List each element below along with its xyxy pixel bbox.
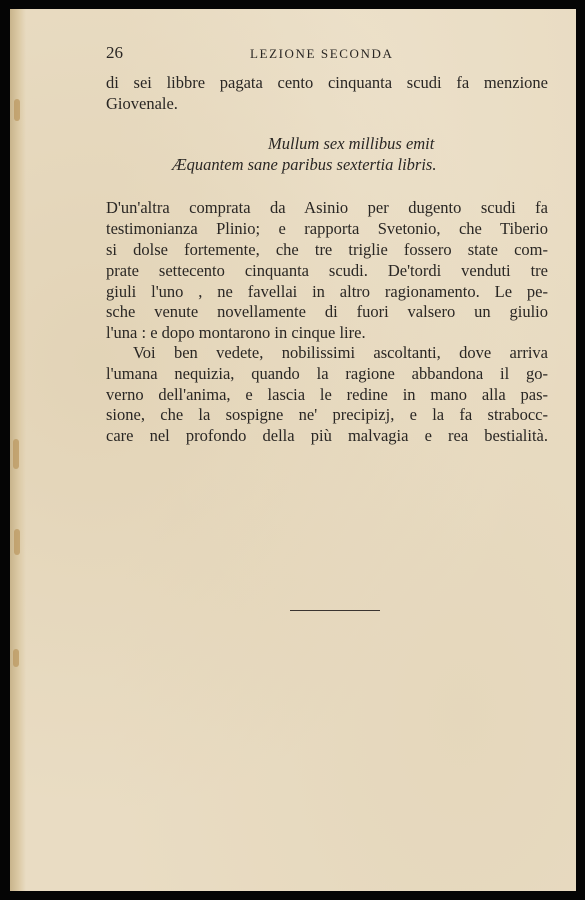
text-line: Giovenale.	[106, 94, 178, 113]
text-line: sione, che la sospigne ne' precipizj, e la fa strabocc-	[106, 405, 548, 424]
text-line: verno dell'anima, e lascia le redine in mano alla pas-	[106, 385, 548, 404]
quote-line: Mullum sex millibus emit	[268, 134, 435, 153]
quote-line: Æquantem sane paribus sextertia libris.	[172, 155, 437, 174]
section-divider	[290, 610, 380, 611]
text-line: si dolse fortemente, che tre triglie fossero state com-	[106, 240, 548, 259]
text-line: Voi ben vedete, nobilissimi ascoltanti, dove arriva	[133, 343, 548, 362]
text-line: l'una : e dopo montarono in cinque lire.	[106, 323, 366, 342]
text-line: D'un'altra comprata da Asinio per dugento scudi fa	[106, 198, 548, 217]
text-line: di sei libbre pagata cento cinquanta scudi fa menzione	[106, 73, 548, 92]
foxing-stain	[14, 529, 20, 555]
text-line: sche venute novellamente di fuori valsero un giulio	[106, 302, 548, 321]
foxing-stain	[13, 439, 19, 469]
text-line: testimonianza Plinio; e rapporta Svetonio, che Tiberio	[106, 219, 548, 238]
text-line: care nel profondo della più malvagia e rea bestialità.	[106, 426, 548, 445]
text-line: prate settecento cinquanta scudi. De'tordi venduti tre	[106, 261, 548, 280]
running-title: LEZIONE SECONDA	[250, 46, 394, 61]
foxing-stain	[14, 99, 20, 121]
text-line: giuli l'uno , ne favellai in altro ragionamento. Le pe-	[106, 282, 548, 301]
text-line: l'umana nequizia, quando la ragione abbandona il go-	[106, 364, 548, 383]
page-number: 26	[106, 43, 123, 62]
foxing-stain	[13, 649, 19, 667]
